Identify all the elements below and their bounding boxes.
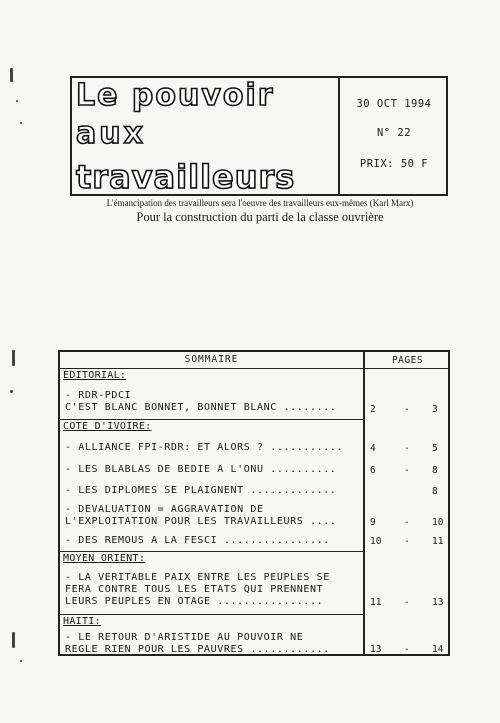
toc-entry: - LES DIPLOMES SE PLAIGNENT ............. — [65, 485, 337, 496]
scan-speck — [10, 68, 13, 82]
page-to: 5 — [432, 443, 438, 454]
issue-price: PRIX: 50 F — [359, 158, 429, 170]
scan-speck — [12, 350, 15, 366]
subtitle: Pour la construction du parti de la classe ouvrière — [136, 210, 384, 224]
page-dash: - — [404, 517, 410, 528]
masthead-title-line-1: Le pouvoir — [76, 78, 275, 113]
page-from: 6 — [370, 465, 376, 476]
page-to: 8 — [432, 486, 438, 497]
section-title-cote-divoire: COTE D'IVOIRE: — [63, 421, 152, 432]
section-title-haiti: HAITI: — [63, 616, 101, 627]
issue-date: 30 OCT 1994 — [356, 98, 432, 110]
masthead-title — [72, 78, 340, 194]
page-from: 10 — [370, 536, 382, 547]
entry-line: - RDR-PDCI — [65, 390, 132, 401]
section-rule — [60, 419, 363, 420]
page-dash: - — [404, 536, 410, 547]
page-dash: - — [404, 644, 410, 655]
page-from: 2 — [370, 404, 376, 415]
page-from: 4 — [370, 443, 376, 454]
table-of-contents — [58, 350, 450, 656]
column-divider — [364, 352, 365, 654]
page-dash: - — [404, 465, 410, 476]
page-dash: - — [404, 597, 410, 608]
section-rule — [60, 614, 363, 615]
entry-line: LEURS PEUPLES EN OTAGE ................ — [65, 596, 324, 607]
scan-speck — [20, 660, 22, 662]
masthead-title-line-2: aux — [76, 116, 146, 151]
entry-line: - LA VERITABLE PAIX ENTRE LES PEUPLES SE — [65, 572, 330, 583]
toc-entry — [65, 390, 361, 414]
page-from: 9 — [370, 517, 376, 528]
toc-entry: - DES REMOUS A LA FESCI ................ — [65, 535, 330, 546]
entry-line: C'EST BLANC BONNET, BONNET BLANC ........ — [65, 402, 337, 413]
toc-entry — [65, 572, 361, 608]
scan-speck — [20, 122, 22, 124]
page-to: 13 — [432, 597, 444, 608]
toc-entry — [65, 504, 361, 528]
entry-line: REGLE RIEN POUR LES PAUVRES ............ — [65, 644, 330, 655]
page-dash: - — [404, 404, 410, 415]
entry-line: L'EXPLOITATION POUR LES TRAVAILLEURS .... — [65, 516, 337, 527]
header-rule — [60, 368, 448, 369]
scan-speck — [10, 390, 13, 393]
scan-speck — [16, 100, 18, 102]
section-rule — [60, 551, 363, 552]
page-from: 11 — [370, 597, 382, 608]
page-to: 3 — [432, 404, 438, 415]
toc-header: SOMMAIRE — [184, 354, 239, 365]
pages-header: PAGES — [391, 355, 424, 366]
page-to: 10 — [432, 517, 444, 528]
section-title-moyen-orient: MOYEN ORIENT: — [63, 553, 146, 564]
page-to: 8 — [432, 465, 438, 476]
tagline: L'émancipation des travailleurs sera l'oeuvre des travailleurs eux-mêmes (Karl Marx) — [106, 198, 414, 208]
masthead — [70, 76, 448, 196]
page-dash: - — [404, 443, 410, 454]
scan-speck — [12, 632, 15, 648]
toc-entry: - ALLIANCE FPI-RDR: ET ALORS ? ........... — [65, 442, 344, 453]
issue-number: N° 22 — [376, 127, 412, 139]
page-to: 11 — [432, 536, 444, 547]
page-to: 14 — [432, 644, 444, 655]
entry-line: - LE RETOUR D'ARISTIDE AU POUVOIR NE — [65, 632, 304, 643]
page-from: 13 — [370, 644, 382, 655]
section-title-editorial: EDITORIAL: — [63, 370, 127, 381]
entry-line: FERA CONTRE TOUS LES ETATS QUI PRENNENT — [65, 584, 324, 595]
toc-entry: - LES BLABLAS DE BEDIE A L'ONU .......... — [65, 464, 337, 475]
entry-line: - DEVALUATION = AGGRAVATION DE — [65, 504, 264, 515]
masthead-title-line-3: travailleurs — [76, 158, 296, 196]
toc-entry — [65, 632, 361, 656]
masthead-info — [342, 78, 446, 194]
